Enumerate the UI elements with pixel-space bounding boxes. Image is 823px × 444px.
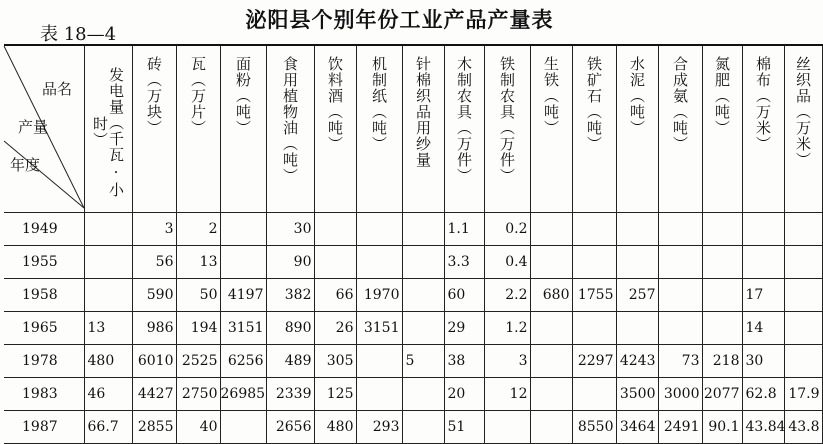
table-row xyxy=(4,312,822,345)
value-cell: 2339 xyxy=(266,378,314,411)
value-cell: 50 xyxy=(176,279,220,312)
value-cell xyxy=(402,213,444,246)
value-cell xyxy=(616,213,658,246)
value-cell: 13 xyxy=(176,246,220,279)
value-cell xyxy=(314,246,356,279)
value-cell: 3 xyxy=(484,345,530,378)
value-cell: 489 xyxy=(266,345,314,378)
value-cell: 6010 xyxy=(132,345,176,378)
value-cell xyxy=(530,312,572,345)
value-cell: 0.4 xyxy=(484,246,530,279)
value-cell: 26 xyxy=(314,312,356,345)
value-cell: 4427 xyxy=(132,378,176,411)
column-header: 水泥（吨） xyxy=(616,45,658,213)
column-header: 丝织品（万米） xyxy=(784,45,822,213)
value-cell: 890 xyxy=(266,312,314,345)
year-cell: 1987 xyxy=(4,411,84,444)
table-row xyxy=(4,213,822,246)
value-cell xyxy=(220,411,266,444)
value-cell xyxy=(356,345,402,378)
year-cell: 1955 xyxy=(4,246,84,279)
value-cell: 590 xyxy=(132,279,176,312)
value-cell xyxy=(784,213,822,246)
value-cell: 1755 xyxy=(572,279,616,312)
value-cell: 194 xyxy=(176,312,220,345)
column-header: 针棉织品用纱量 xyxy=(402,45,444,213)
value-cell xyxy=(402,312,444,345)
value-cell xyxy=(402,279,444,312)
value-cell: 2 xyxy=(176,213,220,246)
column-header: 瓦（万片） xyxy=(176,45,220,213)
value-cell xyxy=(356,246,402,279)
value-cell: 13 xyxy=(84,312,132,345)
value-cell: 3 xyxy=(132,213,176,246)
production-table xyxy=(4,44,823,444)
value-cell: 480 xyxy=(84,345,132,378)
value-cell: 3000 xyxy=(658,378,702,411)
value-cell: 680 xyxy=(530,279,572,312)
value-cell xyxy=(314,213,356,246)
table-number: 表 18—4 xyxy=(40,24,117,45)
value-cell: 293 xyxy=(356,411,402,444)
value-cell: 480 xyxy=(314,411,356,444)
value-cell xyxy=(702,279,742,312)
value-cell: 66.7 xyxy=(84,411,132,444)
value-cell xyxy=(616,246,658,279)
table-title: 泌阳县个别年份工业产品产量表 xyxy=(245,8,554,32)
column-header: 氮肥（吨） xyxy=(702,45,742,213)
value-cell xyxy=(402,411,444,444)
corner-output-label: 产量 xyxy=(18,118,49,136)
column-header: 生铁（吨） xyxy=(530,45,572,213)
value-cell xyxy=(572,246,616,279)
value-cell: 30 xyxy=(266,213,314,246)
value-cell xyxy=(484,411,530,444)
value-cell: 46 xyxy=(84,378,132,411)
value-cell: 3.3 xyxy=(444,246,484,279)
value-cell xyxy=(742,246,784,279)
value-cell xyxy=(616,312,658,345)
value-cell xyxy=(356,213,402,246)
value-cell: 6256 xyxy=(220,345,266,378)
value-cell: 40 xyxy=(176,411,220,444)
value-cell: 56 xyxy=(132,246,176,279)
table-row xyxy=(4,378,822,411)
value-cell xyxy=(658,279,702,312)
value-cell xyxy=(742,213,784,246)
value-cell xyxy=(784,246,822,279)
value-cell: 2750 xyxy=(176,378,220,411)
corner-year-label: 年度 xyxy=(10,156,41,174)
value-cell xyxy=(658,312,702,345)
value-cell xyxy=(220,213,266,246)
value-cell: 90 xyxy=(266,246,314,279)
value-cell: 5 xyxy=(402,345,444,378)
value-cell xyxy=(572,312,616,345)
value-cell xyxy=(530,378,572,411)
value-cell: 43.8 xyxy=(784,411,822,444)
value-cell: 1.2 xyxy=(484,312,530,345)
value-cell: 3500 xyxy=(616,378,658,411)
value-cell xyxy=(402,246,444,279)
value-cell: 1970 xyxy=(356,279,402,312)
value-cell xyxy=(84,246,132,279)
value-cell: 2656 xyxy=(266,411,314,444)
value-cell xyxy=(784,345,822,378)
column-header: 铁制农具（万件） xyxy=(484,45,530,213)
value-cell: 62.8 xyxy=(742,378,784,411)
value-cell: 3151 xyxy=(356,312,402,345)
value-cell: 2491 xyxy=(658,411,702,444)
value-cell: 986 xyxy=(132,312,176,345)
value-cell: 3464 xyxy=(616,411,658,444)
value-cell: 51 xyxy=(444,411,484,444)
column-header: 饮料酒（吨） xyxy=(314,45,356,213)
value-cell: 90.1 xyxy=(702,411,742,444)
value-cell xyxy=(402,378,444,411)
value-cell: 30 xyxy=(742,345,784,378)
column-header: 合成氨（吨） xyxy=(658,45,702,213)
column-header: 机制纸（吨） xyxy=(356,45,402,213)
value-cell: 17 xyxy=(742,279,784,312)
year-cell: 1983 xyxy=(4,378,84,411)
corner-header xyxy=(4,45,84,213)
value-cell xyxy=(530,411,572,444)
column-header: 食用植物油（吨） xyxy=(266,45,314,213)
value-cell: 60 xyxy=(444,279,484,312)
value-cell: 2297 xyxy=(572,345,616,378)
column-header: 发电量（千瓦·小时） xyxy=(84,45,132,213)
value-cell: 305 xyxy=(314,345,356,378)
value-cell xyxy=(84,279,132,312)
value-cell: 2525 xyxy=(176,345,220,378)
value-cell: 2855 xyxy=(132,411,176,444)
value-cell xyxy=(530,345,572,378)
value-cell: 382 xyxy=(266,279,314,312)
column-header: 木制农具（万件） xyxy=(444,45,484,213)
value-cell: 2077 xyxy=(702,378,742,411)
value-cell: 66 xyxy=(314,279,356,312)
year-cell: 1958 xyxy=(4,279,84,312)
value-cell xyxy=(572,378,616,411)
value-cell: 8550 xyxy=(572,411,616,444)
value-cell: 29 xyxy=(444,312,484,345)
value-cell xyxy=(658,213,702,246)
year-cell: 1949 xyxy=(4,213,84,246)
value-cell xyxy=(658,246,702,279)
value-cell xyxy=(530,213,572,246)
value-cell: 3151 xyxy=(220,312,266,345)
value-cell xyxy=(356,378,402,411)
year-cell: 1978 xyxy=(4,345,84,378)
value-cell xyxy=(784,312,822,345)
value-cell: 20 xyxy=(444,378,484,411)
value-cell: 73 xyxy=(658,345,702,378)
value-cell xyxy=(84,213,132,246)
value-cell xyxy=(220,246,266,279)
value-cell: 17.9 xyxy=(784,378,822,411)
value-cell: 218 xyxy=(702,345,742,378)
year-cell: 1965 xyxy=(4,312,84,345)
value-cell: 257 xyxy=(616,279,658,312)
value-cell xyxy=(702,213,742,246)
column-header: 铁矿石（吨） xyxy=(572,45,616,213)
value-cell: 0.2 xyxy=(484,213,530,246)
column-header: 面粉（吨） xyxy=(220,45,266,213)
table-row xyxy=(4,345,822,378)
value-cell xyxy=(702,246,742,279)
value-cell: 43.84 xyxy=(742,411,784,444)
value-cell xyxy=(702,312,742,345)
value-cell: 38 xyxy=(444,345,484,378)
corner-product-label: 品名 xyxy=(42,80,73,98)
value-cell: 125 xyxy=(314,378,356,411)
value-cell: 2.2 xyxy=(484,279,530,312)
value-cell: 1.1 xyxy=(444,213,484,246)
table-row xyxy=(4,411,822,444)
value-cell xyxy=(784,279,822,312)
column-header: 棉布（万米） xyxy=(742,45,784,213)
value-cell: 4243 xyxy=(616,345,658,378)
header-row xyxy=(4,45,822,213)
value-cell: 26985 xyxy=(220,378,266,411)
table-row xyxy=(4,279,822,312)
value-cell xyxy=(530,246,572,279)
table-body xyxy=(4,213,822,444)
column-header: 砖（万块） xyxy=(132,45,176,213)
table-row xyxy=(4,246,822,279)
value-cell: 12 xyxy=(484,378,530,411)
value-cell: 4197 xyxy=(220,279,266,312)
value-cell xyxy=(572,213,616,246)
value-cell: 14 xyxy=(742,312,784,345)
